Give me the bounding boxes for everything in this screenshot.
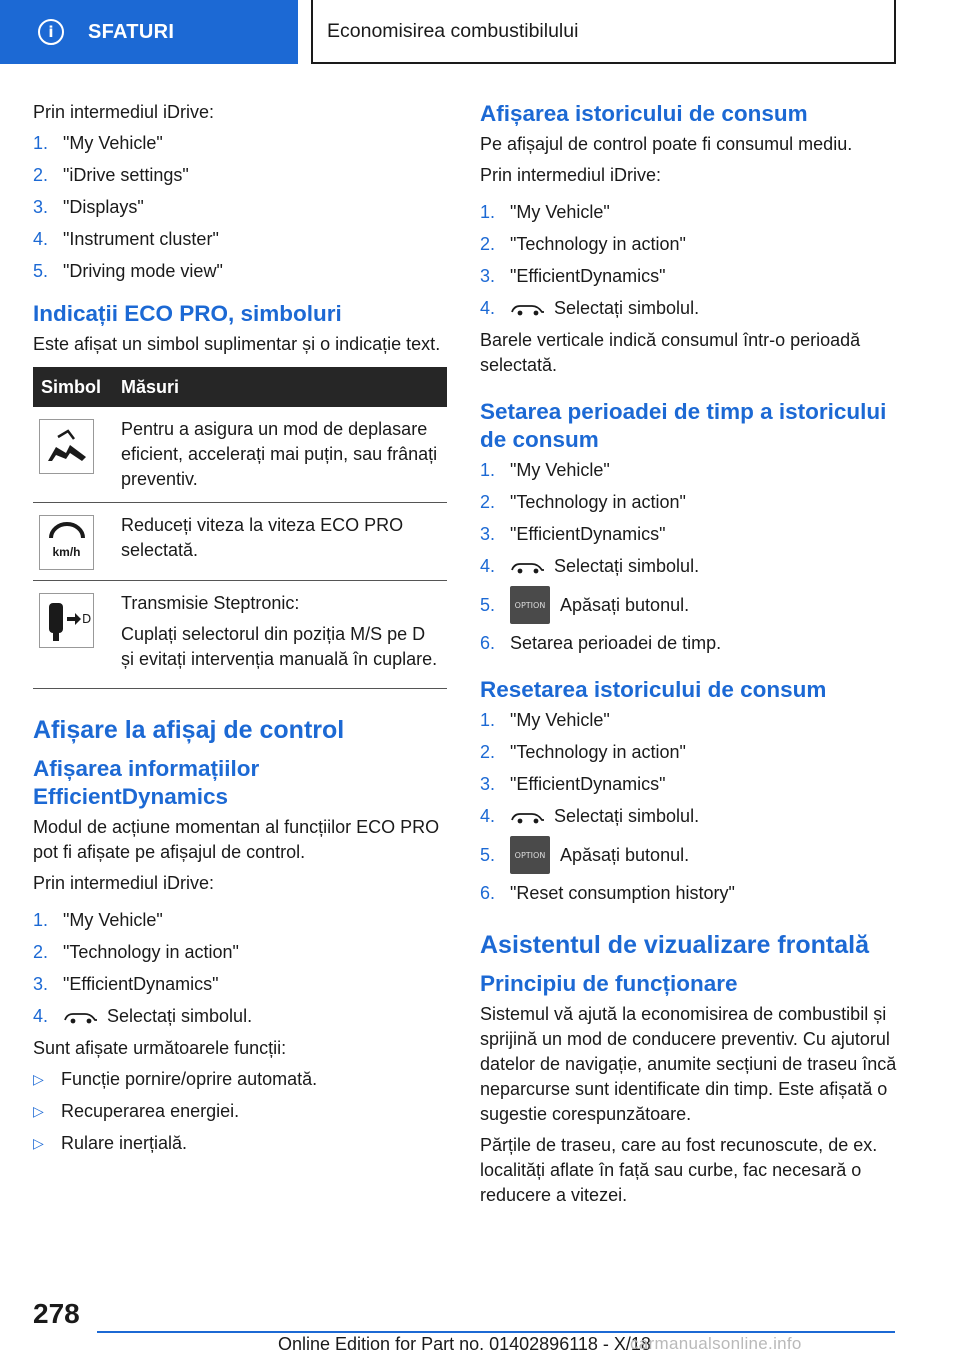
list-item: 4. Selectați simbolul. (33, 1006, 253, 1026)
list-item: 3. "EfficientDynamics" (480, 774, 666, 794)
bars-text: Barele verticale indică consumul într-o perioadă selectată. (480, 330, 861, 375)
option-button-icon: OPTION (510, 836, 550, 874)
list-item: 4. Selectați simbolul. (480, 556, 700, 576)
right-column (480, 100, 910, 1214)
heading-control-display: Afișare la afișaj de control (33, 716, 345, 744)
heading-hud-assistant: Asistentul de vizualizare frontală (480, 931, 869, 959)
list-item: 3. "Displays" (33, 197, 144, 217)
section-tab-label: SFATURI (88, 20, 175, 43)
list-item: 2. "Technology in action" (480, 742, 686, 762)
car-icon (63, 1008, 99, 1026)
measure-steptronic: Transmisie Steptronic: Cuplați selectorul din poziția M/S pe D și evitați intervenția manuală în cuplare. (113, 581, 447, 689)
gear-selector-icon (39, 593, 94, 648)
list-item: 6. Setarea perioadei de timp. (480, 633, 722, 653)
principle-text-2: Părțile de traseu, care au fost recunoscute, de ex. localități aflate în față sau curbe, fac necesară o reducere a vitezei. (480, 1135, 878, 1205)
car-icon (510, 808, 546, 826)
list-item: 5. OPTION Apăsați butonul. (480, 836, 910, 874)
measure-accelerate: Pentru a asigura un mod de deplasare eficient, accelerați mai puțin, sau frânați preventiv. (113, 407, 447, 503)
functions-intro: Sunt afișate următoarele funcții: (33, 1038, 287, 1058)
list-item: 1. "My Vehicle" (33, 133, 163, 153)
list-item: 1. "My Vehicle" (480, 202, 610, 222)
measure-speed: Reduceți viteza la viteza ECO PRO selectată. (113, 503, 447, 581)
eco-text: Este afișat un simbol suplimentar și o indicație text. (33, 334, 441, 354)
list-item: 3. "EfficientDynamics" (33, 974, 219, 994)
principle-text-1: Sistemul vă ajută la economisirea de combustibil și sprijină un mod de conducere preventiv. Cu ajutorul datelor de navigație, anumite secțiuni de traseu încă neparcurse sunt identificate din timp. Este afișată o sugestie corespunzătoare. (480, 1004, 897, 1124)
list-item: 3. "EfficientDynamics" (480, 524, 666, 544)
table-row (33, 581, 447, 689)
list-item: ▷ Funcție pornire/oprire automată. (33, 1069, 318, 1089)
idrive-intro-3: Prin intermediul iDrive: (480, 165, 662, 185)
list-item: ▷ Rulare inerțială. (33, 1133, 188, 1153)
page-number: 278 (33, 1298, 80, 1329)
left-column (33, 100, 447, 1163)
history-text: Pe afișajul de control poate fi consumul mediu. (480, 134, 853, 154)
steps-list-display (33, 131, 447, 284)
list-item: 2. "Technology in action" (480, 234, 686, 254)
steps-list-period (480, 458, 910, 656)
list-item: 4. "Instrument cluster" (33, 229, 219, 249)
idrive-intro-2: Prin intermediul iDrive: (33, 873, 215, 893)
list-item: 2. "Technology in action" (33, 942, 239, 962)
foot-pedal-icon (39, 419, 94, 474)
list-item: 3. "EfficientDynamics" (480, 266, 666, 286)
info-icon: i (38, 19, 64, 45)
symbols-table (33, 367, 447, 689)
list-item: 5. "Driving mode view" (33, 261, 223, 281)
heading-eco-symbols: Indicații ECO PRO, simboluri (33, 301, 342, 326)
chapter-title: Economisirea combustibilului (311, 0, 896, 64)
edition-text: Online Edition for Part no. 01402896118 - X/18 (278, 1334, 651, 1354)
table-row (33, 407, 447, 503)
list-item: 4. Selectați simbolul. (480, 806, 700, 826)
table-header-measures: Măsuri (113, 367, 447, 407)
functions-list (33, 1067, 447, 1156)
heading-principle: Principiu de funcționare (480, 971, 738, 996)
car-icon (510, 300, 546, 318)
list-item: 6. "Reset consumption history" (480, 883, 735, 903)
svg-text:D: D (81, 611, 91, 626)
heading-reset-history: Resetarea istoricului de consum (480, 677, 827, 702)
steps-list-efficientdynamics (33, 908, 447, 1029)
table-header-symbol: Simbol (33, 367, 113, 407)
list-item: 2. "iDrive settings" (33, 165, 189, 185)
steps-list-history (480, 200, 910, 321)
watermark: carmanualsonline.info (630, 1334, 802, 1353)
heading-efficientdynamics: Afișarea informațiilor EfficientDynamics (33, 756, 260, 809)
option-button-icon: OPTION (510, 586, 550, 624)
list-item: 1. "My Vehicle" (33, 910, 163, 930)
table-row (33, 503, 447, 581)
list-item: 5. OPTION Apăsați butonul. (480, 586, 910, 624)
steps-list-reset (480, 708, 910, 906)
heading-consumption-history: Afișarea istoricului de consum (480, 101, 808, 126)
speed-icon: km/h (39, 515, 94, 570)
car-icon (510, 558, 546, 576)
idrive-intro: Prin intermediul iDrive: (33, 102, 215, 122)
heading-set-period: Setarea perioadei de timp a istoricului de consum (480, 399, 887, 452)
list-item: 2. "Technology in action" (480, 492, 686, 512)
list-item: 1. "My Vehicle" (480, 710, 610, 730)
efficientdynamics-text: Modul de acțiune momentan al funcțiilor ECO PRO pot fi afișate pe afișajul de control. (33, 817, 440, 862)
list-item: 4. Selectați simbolul. (480, 298, 700, 318)
list-item: ▷ Recuperarea energiei. (33, 1101, 240, 1121)
list-item: 1. "My Vehicle" (480, 460, 610, 480)
footer-divider (97, 1331, 895, 1333)
section-tab[interactable] (0, 0, 298, 64)
